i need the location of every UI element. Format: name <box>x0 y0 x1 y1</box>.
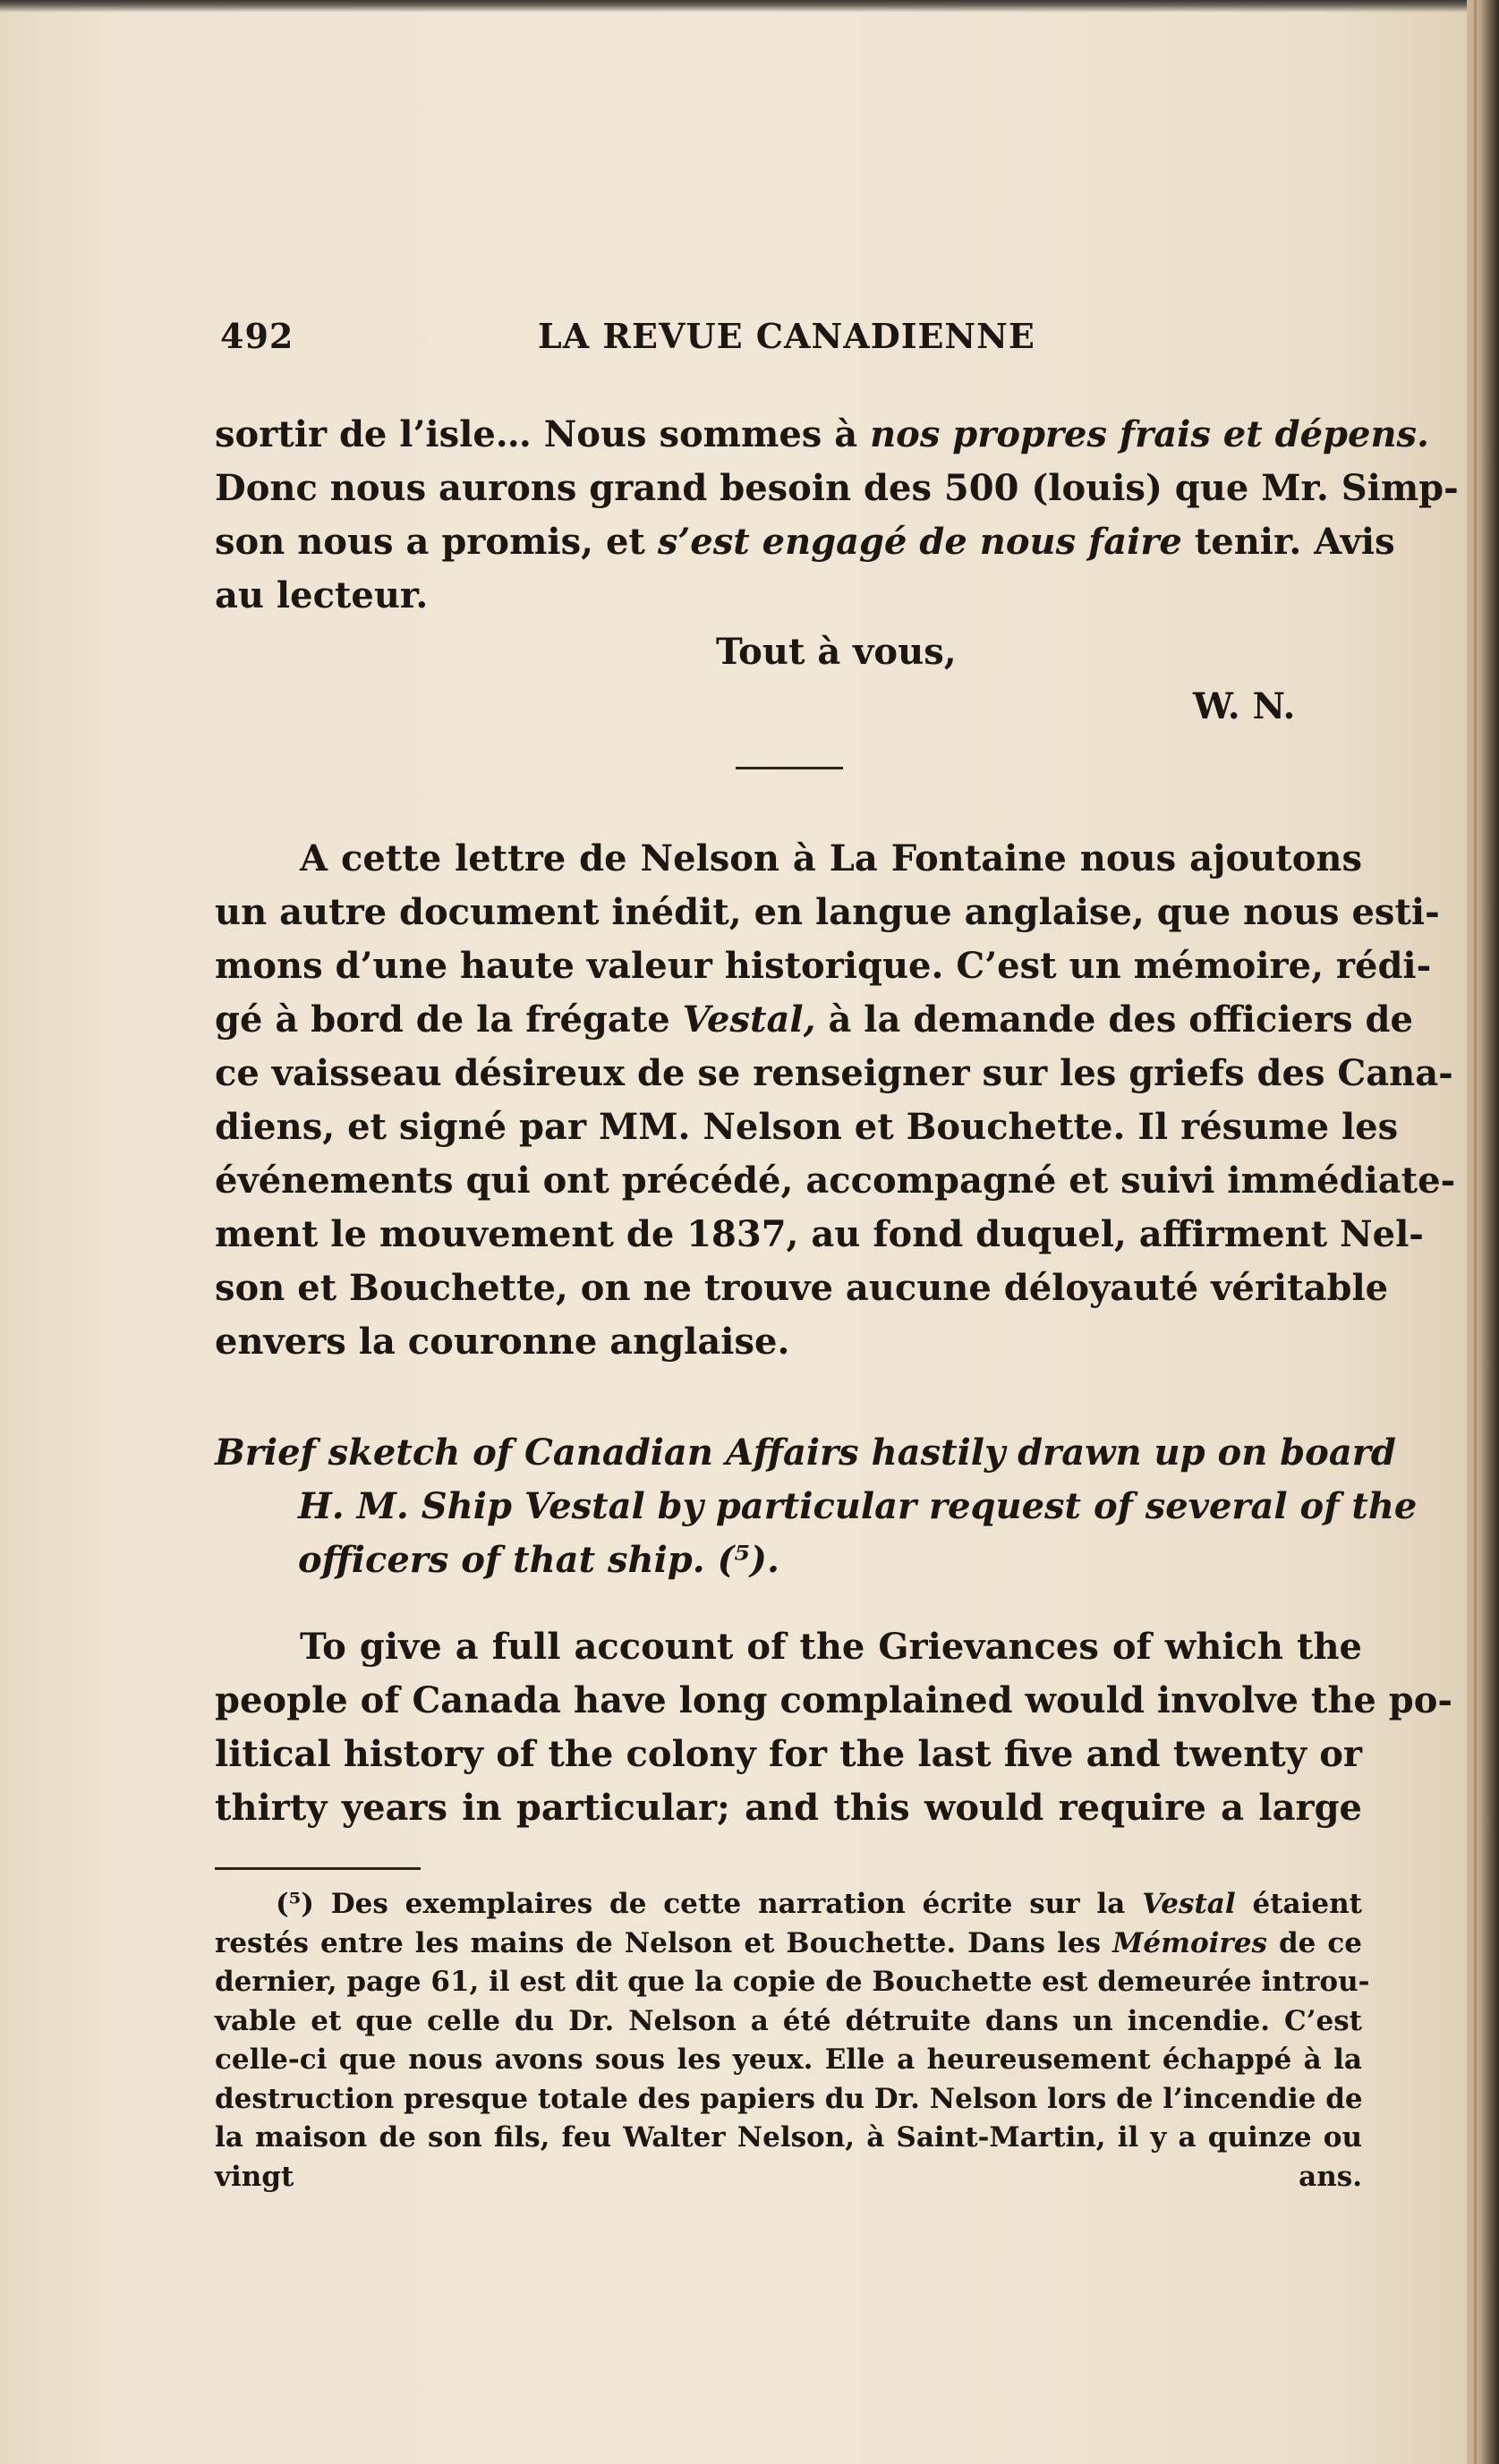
english-text-paragraph <box>215 1620 1453 1835</box>
letter-signature: W. N. <box>1193 685 1296 727</box>
footnote-line: vable et que celle du Dr. Nelson a été détruite dans un incendie. C’est <box>215 2004 1362 2037</box>
footnote-line: dernier, page 61, il est dit que la copie de Bouchette est demeurée introu- <box>215 1966 1370 1998</box>
footnote-line: la maison de son fils, feu Walter Nelson, à Saint-Martin, il y a quinze ou <box>215 2121 1362 2154</box>
text-line: événements qui ont précédé, accompagné et suivi immédiate- <box>215 1160 1456 1202</box>
text-line: gé à bord de la frégate Vestal, à la demande des officiers de <box>215 998 1413 1041</box>
page-top-shadow <box>0 0 1499 13</box>
text-line: un autre document inédit, en langue anglaise, que nous esti- <box>215 891 1440 933</box>
text-line: thirty years in particular; and this would require a large <box>215 1787 1362 1829</box>
text-line: To give a full account of the Grievances of which the <box>300 1626 1362 1668</box>
text-line: diens, et signé par MM. Nelson et Bouchette. Il résume les <box>215 1106 1399 1148</box>
text-line: au lecteur. <box>215 574 429 616</box>
text-line: people of Canada have long complained would involve the po- <box>215 1679 1453 1721</box>
page-number: 492 <box>220 316 294 356</box>
text-line: ment le mouvement de 1837, au fond duquel, affirment Nel- <box>215 1213 1424 1255</box>
text-line: envers la couronne anglaise. <box>215 1321 790 1363</box>
title-line: H. M. Ship Vestal by particular request of several of the <box>298 1485 1418 1527</box>
title-line: officers of that ship. (⁵). <box>298 1539 779 1581</box>
text-line: Donc nous aurons grand besoin des 500 (louis) que Mr. Simp- <box>215 467 1459 509</box>
footnote-line: vingt ans. <box>215 2160 1362 2193</box>
footnote <box>215 1885 1370 2196</box>
document-title <box>215 1426 1418 1587</box>
footnote-line: celle-ci que nous avons sous les yeux. Elle a heureusement échappé à la <box>215 2043 1362 2076</box>
text-line: sortir de l’isle… Nous sommes à nos propres frais et dépens. <box>215 413 1429 455</box>
introduction-paragraph <box>215 832 1456 1369</box>
text-line: ce vaisseau désireux de se renseigner sur les griefs des Cana- <box>215 1052 1453 1094</box>
footnote-line: restés entre les mains de Nelson et Bouchette. Dans les Mémoires de ce <box>215 1926 1362 1959</box>
text-line: litical history of the colony for the last five and twenty or <box>215 1733 1362 1775</box>
text-line: mons d’une haute valeur historique. C’est un mémoire, rédi- <box>215 945 1432 987</box>
letter-closing: Tout à vous, <box>716 631 957 673</box>
title-line: Brief sketch of Canadian Affairs hastily drawn up on board <box>215 1432 1396 1474</box>
text-line: son et Bouchette, on ne trouve aucune déloyauté véritable <box>215 1267 1389 1309</box>
running-title: LA REVUE CANADIENNE <box>538 316 1035 356</box>
footnote-divider <box>215 1867 421 1870</box>
footnote-line: (⁵) Des exemplaires de cette narration écrite sur la Vestal étaient <box>276 1888 1363 1920</box>
page-binding-edge <box>1467 0 1499 2464</box>
text-line: son nous a promis, et s’est engagé de nous faire tenir. Avis <box>215 521 1395 563</box>
letter-ending-paragraph <box>215 408 1459 623</box>
footnote-line: destruction presque totale des papiers du Dr. Nelson lors de l’incendie de <box>215 2082 1363 2115</box>
text-line: A cette lettre de Nelson à La Fontaine nous ajoutons <box>300 837 1362 879</box>
section-divider <box>736 767 843 769</box>
